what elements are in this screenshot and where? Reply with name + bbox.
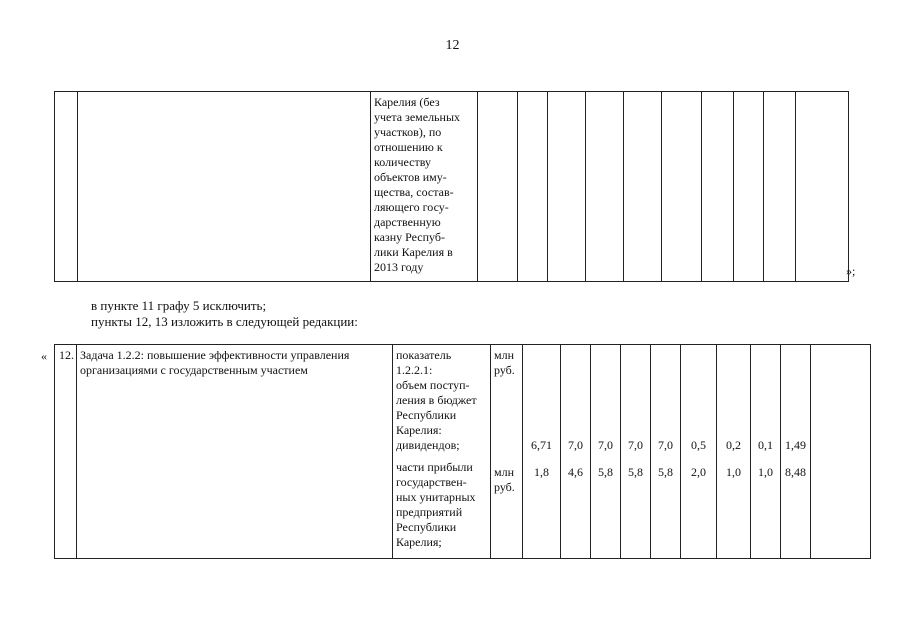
table-items-12: [54, 344, 871, 559]
table1-cell: [734, 92, 764, 282]
table1-text-line: дарственную: [374, 215, 441, 229]
paragraph-2: пункты 12, 13 изложить в следующей редакции:: [91, 314, 358, 329]
indicator-line: объем поступ-: [396, 378, 470, 392]
indicator-line: ных унитарных: [396, 490, 476, 504]
indicator-line: Карелия:: [396, 423, 442, 437]
table1-text-line: отношению к: [374, 140, 443, 154]
table1-text-line: лики Карелия в: [374, 245, 453, 259]
value-profit: 5,8: [598, 465, 613, 479]
table-top-continuation: [54, 91, 849, 282]
value-profit: 5,8: [658, 465, 673, 479]
table1-cell-task: [78, 92, 371, 282]
closing-quote: »;: [846, 264, 856, 278]
indicator-line: Республики: [396, 408, 457, 422]
table1-text-line: объектов иму-: [374, 170, 447, 184]
unit-line: руб.: [494, 363, 515, 377]
value-dividends: 6,71: [531, 438, 552, 452]
indicator-line: предприятий: [396, 505, 463, 519]
table1-cell-num: [55, 92, 78, 282]
value-profit: 4,6: [568, 465, 583, 479]
paragraph-1: в пункте 11 графу 5 исключить;: [91, 298, 267, 313]
value-profit: 8,48: [785, 465, 806, 479]
row-number-cell: [55, 345, 77, 559]
table1-text-line: казну Респуб-: [374, 230, 445, 244]
table1-cell: [702, 92, 734, 282]
table1-cell: [662, 92, 702, 282]
value-profit: 1,0: [758, 465, 773, 479]
task-line: Задача 1.2.2: повышение эффективности управления: [80, 348, 350, 362]
table1-text-line: ляющего госу-: [374, 200, 449, 214]
row-number: 12.: [59, 348, 74, 362]
unit-cell: [491, 345, 523, 559]
value-profit: 1,0: [726, 465, 741, 479]
value-cell: [781, 345, 811, 559]
table1-cell: [586, 92, 624, 282]
page-number: 12: [445, 38, 460, 53]
value-dividends: 7,0: [598, 438, 613, 452]
value-profit: 1,8: [534, 465, 549, 479]
table1-cell: [548, 92, 586, 282]
indicator-line: Республики: [396, 520, 457, 534]
table1-cell: [518, 92, 548, 282]
value-cell: [681, 345, 717, 559]
indicator-line: части прибыли: [396, 460, 473, 474]
value-dividends: 0,5: [691, 438, 706, 452]
value-dividends: 7,0: [568, 438, 583, 452]
value-dividends: 7,0: [658, 438, 673, 452]
opening-quote: «: [41, 349, 47, 363]
value-cell: [523, 345, 561, 559]
value-cell: [561, 345, 591, 559]
value-cell: [717, 345, 751, 559]
indicator-line: ления в бюджет: [396, 393, 477, 407]
table1-text-line: щества, состав-: [374, 185, 454, 199]
table1-text-line: участков), по: [374, 125, 442, 139]
value-profit: 2,0: [691, 465, 706, 479]
value-dividends: 0,1: [758, 438, 773, 452]
value-dividends: 1,49: [785, 438, 806, 452]
task-line: организациями с государственным участием: [80, 363, 308, 377]
value-cell: [591, 345, 621, 559]
value-cell-empty: [811, 345, 871, 559]
task-cell: [77, 345, 393, 559]
indicator-line: показатель: [396, 348, 452, 362]
indicator-line: Карелия;: [396, 535, 442, 549]
table1-text-line: 2013 году: [374, 260, 424, 274]
indicator-line: дивидендов;: [396, 438, 460, 452]
value-cell: [751, 345, 781, 559]
table1-cell-indicator: [371, 92, 478, 282]
table1-cell: [624, 92, 662, 282]
table1-cell: [796, 92, 849, 282]
indicator-line: государствен-: [396, 475, 467, 489]
table1-text-line: учета земельных: [374, 110, 461, 124]
table1-cell: [478, 92, 518, 282]
table1-cell: [764, 92, 796, 282]
unit-line: млн: [494, 465, 515, 479]
unit-line: млн: [494, 348, 515, 362]
unit-line: руб.: [494, 480, 515, 494]
indicator-cell: [393, 345, 491, 559]
table1-text-line: количеству: [374, 155, 431, 169]
value-cell: [651, 345, 681, 559]
indicator-line: 1.2.2.1:: [396, 363, 433, 377]
value-dividends: 7,0: [628, 438, 643, 452]
table1-text-line: Карелия (без: [374, 95, 440, 109]
value-dividends: 0,2: [726, 438, 741, 452]
value-cell: [621, 345, 651, 559]
value-profit: 5,8: [628, 465, 643, 479]
